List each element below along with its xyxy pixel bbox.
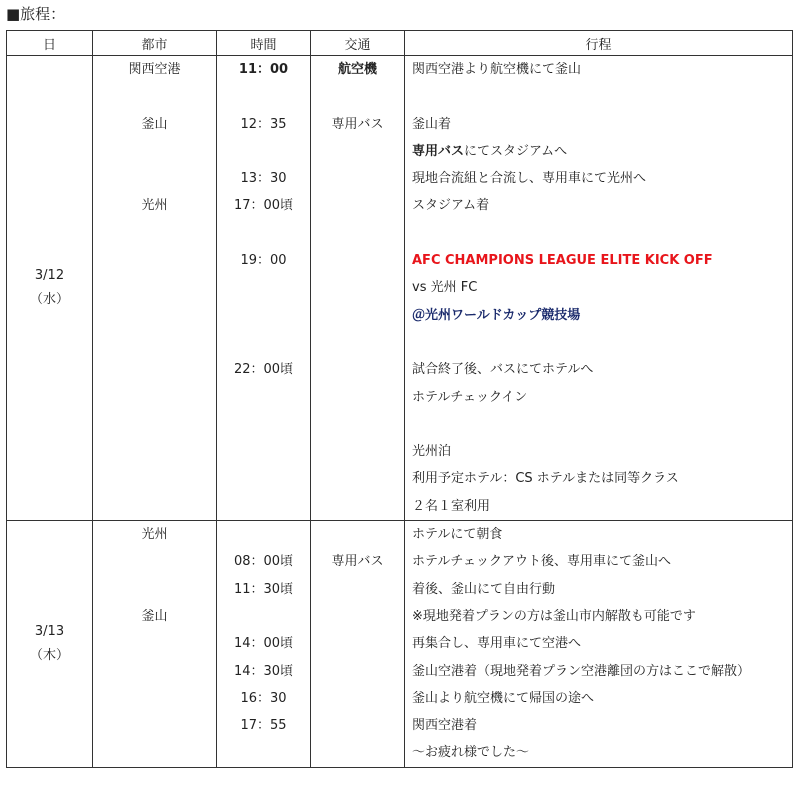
city-text (93, 247, 216, 274)
city-text (93, 576, 216, 603)
transport-text (311, 384, 404, 411)
time-text: 16：30 (240, 690, 287, 706)
transport-text (311, 138, 404, 165)
city-text (93, 493, 216, 520)
time-text: 14：30頃 (233, 663, 294, 679)
transport-text (311, 739, 404, 766)
itinerary-text: スタジアム着 (412, 198, 490, 214)
itinerary-text: 再集合し、専用車にて空港へ (412, 636, 582, 652)
day-date: 3/13 (34, 623, 65, 639)
transport-text (311, 493, 404, 520)
transport-text (311, 521, 404, 548)
city-text: 光州 (141, 198, 168, 214)
time-text (217, 411, 310, 438)
itinerary-text: 試合終了後、バスにてホテルへ (412, 362, 594, 378)
header-date: 日 (7, 31, 93, 56)
itinerary-text: ※現地発着プランの方は釜山市内解散も可能です (412, 608, 696, 624)
itinerary-column-cell (405, 56, 793, 521)
transport-text: 専用バス (331, 554, 384, 570)
time-text (217, 83, 310, 110)
city-column-cell (93, 56, 217, 521)
transport-text (311, 630, 404, 657)
city-text (93, 658, 216, 685)
city-text (93, 274, 216, 301)
transport-text (311, 356, 404, 383)
itinerary-text: 釜山着 (412, 116, 452, 132)
city-text: 釜山 (141, 116, 168, 132)
time-text (217, 739, 310, 766)
day-weekday: （水） (29, 292, 69, 308)
time-text: 13：30 (240, 171, 287, 187)
itinerary-text: 関西空港より航空機にて釜山 (412, 62, 582, 77)
time-text (217, 302, 310, 329)
transport-text (311, 658, 404, 685)
itinerary-line (405, 739, 792, 766)
header-transport: 交通 (311, 31, 405, 56)
time-text: 11：00 (238, 62, 289, 77)
itinerary-line (405, 576, 792, 603)
transport-text (311, 247, 404, 274)
itinerary-line (405, 56, 792, 83)
itinerary-line (405, 521, 792, 548)
time-text (217, 521, 310, 548)
city-text: 関西空港 (128, 62, 181, 77)
itinerary-line (405, 83, 792, 110)
day-row (7, 56, 793, 521)
transport-text (311, 411, 404, 438)
itinerary-text: にてスタジアムへ (464, 143, 568, 159)
itinerary-line (405, 138, 792, 165)
itinerary-line (405, 493, 792, 520)
itinerary-text: ホテルチェックアウト後、専用車にて釜山へ (412, 554, 671, 570)
itinerary-text: ホテルチェックイン (412, 389, 528, 405)
city-text (93, 384, 216, 411)
itinerary-text: 現地合流組と合流し、専用車にて光州へ (412, 171, 647, 187)
day-date-cell (7, 56, 93, 521)
city-text (93, 220, 216, 247)
time-text: 08：00頃 (233, 554, 294, 570)
header-city: 都市 (93, 31, 217, 56)
itinerary-line (405, 548, 792, 575)
transport-text (311, 712, 404, 739)
time-text: 22：00頃 (233, 362, 294, 378)
itinerary-line (405, 658, 792, 685)
itinerary-line (405, 165, 792, 192)
time-text (217, 384, 310, 411)
transport-column-cell (311, 521, 405, 768)
time-text: 14：00頃 (233, 636, 294, 652)
city-column-cell (93, 521, 217, 768)
city-text (93, 739, 216, 766)
time-text: 12：35 (240, 116, 287, 132)
city-text (93, 465, 216, 492)
time-column-cell (217, 56, 311, 521)
transport-text (311, 274, 404, 301)
transport-text (311, 603, 404, 630)
city-text (93, 548, 216, 575)
itinerary-text: ホテルにて朝食 (412, 527, 503, 543)
time-text (217, 329, 310, 356)
city-text (93, 411, 216, 438)
time-text (217, 493, 310, 520)
itinerary-text: ２名１室利用 (412, 498, 491, 514)
itinerary-text: 着後、釜山にて自由行動 (412, 581, 556, 597)
itinerary-text: 光州泊 (412, 444, 452, 460)
time-text: 11：30頃 (233, 581, 294, 597)
itinerary-body (7, 56, 793, 768)
itinerary-line (405, 192, 792, 219)
itinerary-text: 釜山より航空機にて帰国の途へ (412, 690, 595, 706)
itinerary-line (405, 438, 792, 465)
transport-text (311, 465, 404, 492)
transport-text (311, 192, 404, 219)
time-column-cell (217, 521, 311, 768)
day-row (7, 521, 793, 768)
city-text (93, 302, 216, 329)
itinerary-line (405, 384, 792, 411)
transport-text (311, 220, 404, 247)
itinerary-table (6, 30, 793, 768)
itinerary-line (405, 685, 792, 712)
header-itinerary: 行程 (405, 31, 793, 56)
itinerary-text: 専用バス (412, 143, 465, 159)
time-text: 17：55 (240, 718, 287, 734)
city-text (93, 165, 216, 192)
itinerary-line (405, 329, 792, 356)
itinerary-text: 関西空港着 (412, 718, 478, 734)
transport-text: 航空機 (337, 62, 377, 77)
itinerary-line (405, 465, 792, 492)
itinerary-text: ～お疲れ様でした～ (412, 745, 530, 761)
transport-text (311, 165, 404, 192)
transport-text: 専用バス (331, 116, 384, 132)
city-text: 釜山 (141, 608, 168, 624)
transport-text (311, 329, 404, 356)
itinerary-text: 利用予定ホテル：CS ホテルまたは同等クラス (412, 471, 679, 487)
itinerary-line (405, 111, 792, 138)
time-text (217, 220, 310, 247)
itinerary-text: vs 光州 FC (412, 280, 478, 296)
city-text (93, 138, 216, 165)
section-title: ■旅程： (6, 5, 66, 23)
city-text (93, 329, 216, 356)
time-text (217, 465, 310, 492)
itinerary-line (405, 302, 792, 329)
time-text (217, 438, 310, 465)
itinerary-line (405, 712, 792, 739)
city-text (93, 685, 216, 712)
city-text (93, 356, 216, 383)
transport-text (311, 83, 404, 110)
city-text (93, 712, 216, 739)
day-weekday: （木） (29, 647, 69, 663)
itinerary-line (405, 274, 792, 301)
time-text (217, 138, 310, 165)
time-text: 19：00 (240, 253, 287, 269)
time-text: 17：00頃 (233, 198, 294, 214)
itinerary-line (405, 603, 792, 630)
time-text (217, 603, 310, 630)
itinerary-line (405, 630, 792, 657)
city-text (93, 438, 216, 465)
day-date-cell (7, 521, 93, 768)
itinerary-column-cell (405, 521, 793, 768)
transport-text (311, 438, 404, 465)
table-header-row (7, 31, 793, 56)
itinerary-line (405, 220, 792, 247)
header-time: 時間 (217, 31, 311, 56)
itinerary-text: ＠光州ワールドカップ競技場 (412, 307, 581, 323)
city-text (93, 630, 216, 657)
time-text (217, 274, 310, 301)
itinerary-text: AFC CHAMPIONS LEAGUE ELITE KICK OFF (412, 253, 713, 269)
transport-text (311, 302, 404, 329)
transport-column-cell (311, 56, 405, 521)
itinerary-text: 釜山空港着（現地発着プラン空港離団の方はここで解散） (412, 663, 751, 679)
city-text (93, 83, 216, 110)
itinerary-line (405, 247, 792, 274)
itinerary-line (405, 356, 792, 383)
city-text: 光州 (141, 527, 168, 543)
itinerary-line (405, 411, 792, 438)
transport-text (311, 576, 404, 603)
day-date: 3/12 (34, 268, 65, 284)
transport-text (311, 685, 404, 712)
